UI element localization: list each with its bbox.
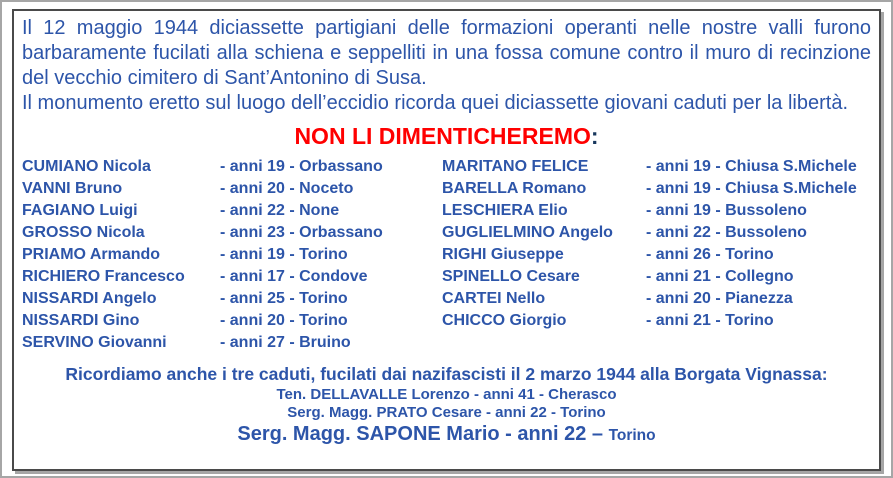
victim-name: CUMIANO Nicola <box>22 158 151 175</box>
victim-details: - anni 19 - Chiusa S.Michele <box>646 158 857 175</box>
victim-row <box>22 200 442 222</box>
victim-name: LESCHIERA Elio <box>442 202 568 219</box>
victim-name: NISSARDI Angelo <box>22 290 157 307</box>
memorial-document <box>12 9 881 471</box>
footer-intro: Ricordiamo anche i tre caduti, fucilati dai nazifascisti il 2 marzo 1944 alla Borgata Vignassa: <box>65 364 828 384</box>
victim-details: - anni 23 - Orbassano <box>220 224 383 241</box>
victim-row <box>22 332 442 354</box>
victim-name: BARELLA Romano <box>442 180 587 197</box>
footer-line-sapone-suffix: Torino <box>608 427 656 444</box>
victim-details: - anni 17 - Condove <box>220 268 368 285</box>
victim-row <box>442 200 871 222</box>
intro-paragraph-1: Il 12 maggio 1944 diciassette partigiani delle formazioni operanti nelle nostre valli furono barbaramente fucilati alla schiena e seppelliti in una fossa comune contro il muro di recinzione del vecchio cimitero di Sant’Antonino di Susa. <box>22 17 871 89</box>
victim-name: CHICCO Giorgio <box>442 312 567 329</box>
victim-details: - anni 19 - Chiusa S.Michele <box>646 180 857 197</box>
victim-details: - anni 20 - Pianezza <box>646 290 793 307</box>
victim-name: SPINELLO Cesare <box>442 268 580 285</box>
victim-row <box>22 266 442 288</box>
victim-details: - anni 21 - Collegno <box>646 268 794 285</box>
victim-details: - anni 19 - Orbassano <box>220 158 383 175</box>
victim-row <box>442 266 871 288</box>
victim-name: MARITANO FELICE <box>442 158 589 175</box>
intro-text-block <box>22 16 871 116</box>
victim-name: CARTEI Nello <box>442 290 546 307</box>
memorial-heading-text: NON LI DIMENTICHEREMO <box>294 123 591 149</box>
victim-row <box>22 244 442 266</box>
victim-details: - anni 19 - Torino <box>220 246 348 263</box>
footer-line-prato: Serg. Magg. PRATO Cesare - anni 22 - Torino <box>287 403 606 421</box>
victim-name: RICHIERO Francesco <box>22 268 185 285</box>
victim-name: PRIAMO Armando <box>22 246 161 263</box>
victim-name: GUGLIELMINO Angelo <box>442 224 613 241</box>
victim-name: FAGIANO Luigi <box>22 202 138 219</box>
victim-row <box>442 244 871 266</box>
victim-details: - anni 22 - None <box>220 202 340 219</box>
footer-line-sapone-main: Serg. Magg. SAPONE Mario - anni 22 – <box>237 423 609 445</box>
victim-row <box>442 222 871 244</box>
victim-details: - anni 26 - Torino <box>646 246 774 263</box>
victim-row <box>22 288 442 310</box>
victim-row <box>442 156 871 178</box>
victim-name: RIGHI Giuseppe <box>442 246 564 263</box>
victim-details: - anni 19 - Bussoleno <box>646 202 807 219</box>
victim-name: SERVINO Giovanni <box>22 334 167 351</box>
victim-name: NISSARDI Gino <box>22 312 140 329</box>
victim-name: VANNI Bruno <box>22 180 123 197</box>
footer-memorial <box>22 363 871 448</box>
victim-row <box>22 222 442 244</box>
memorial-heading <box>22 123 871 149</box>
victim-details: - anni 22 - Bussoleno <box>646 224 807 241</box>
victim-name: GROSSO Nicola <box>22 224 145 241</box>
victims-column-left <box>22 156 442 354</box>
victim-row <box>22 178 442 200</box>
victims-column-right <box>442 156 871 354</box>
victims-list <box>22 156 871 354</box>
victim-row <box>22 156 442 178</box>
victim-row <box>22 310 442 332</box>
victim-details: - anni 21 - Torino <box>646 312 774 329</box>
intro-paragraph-2: Il monumento eretto sul luogo dell’eccidio ricorda quei diciassette giovani caduti per la libertà. <box>22 92 849 114</box>
victim-details: - anni 25 - Torino <box>220 290 348 307</box>
footer-line-sapone <box>22 422 871 448</box>
victim-row <box>442 178 871 200</box>
victim-row <box>442 310 871 332</box>
victim-details: - anni 20 - Noceto <box>220 180 354 197</box>
victim-details: - anni 27 - Bruino <box>220 334 351 351</box>
memorial-heading-colon: : <box>590 123 599 149</box>
victim-row <box>442 288 871 310</box>
footer-line-dellavalle: Ten. DELLAVALLE Lorenzo - anni 41 - Cherasco <box>276 386 617 403</box>
victim-details: - anni 20 - Torino <box>220 312 348 329</box>
